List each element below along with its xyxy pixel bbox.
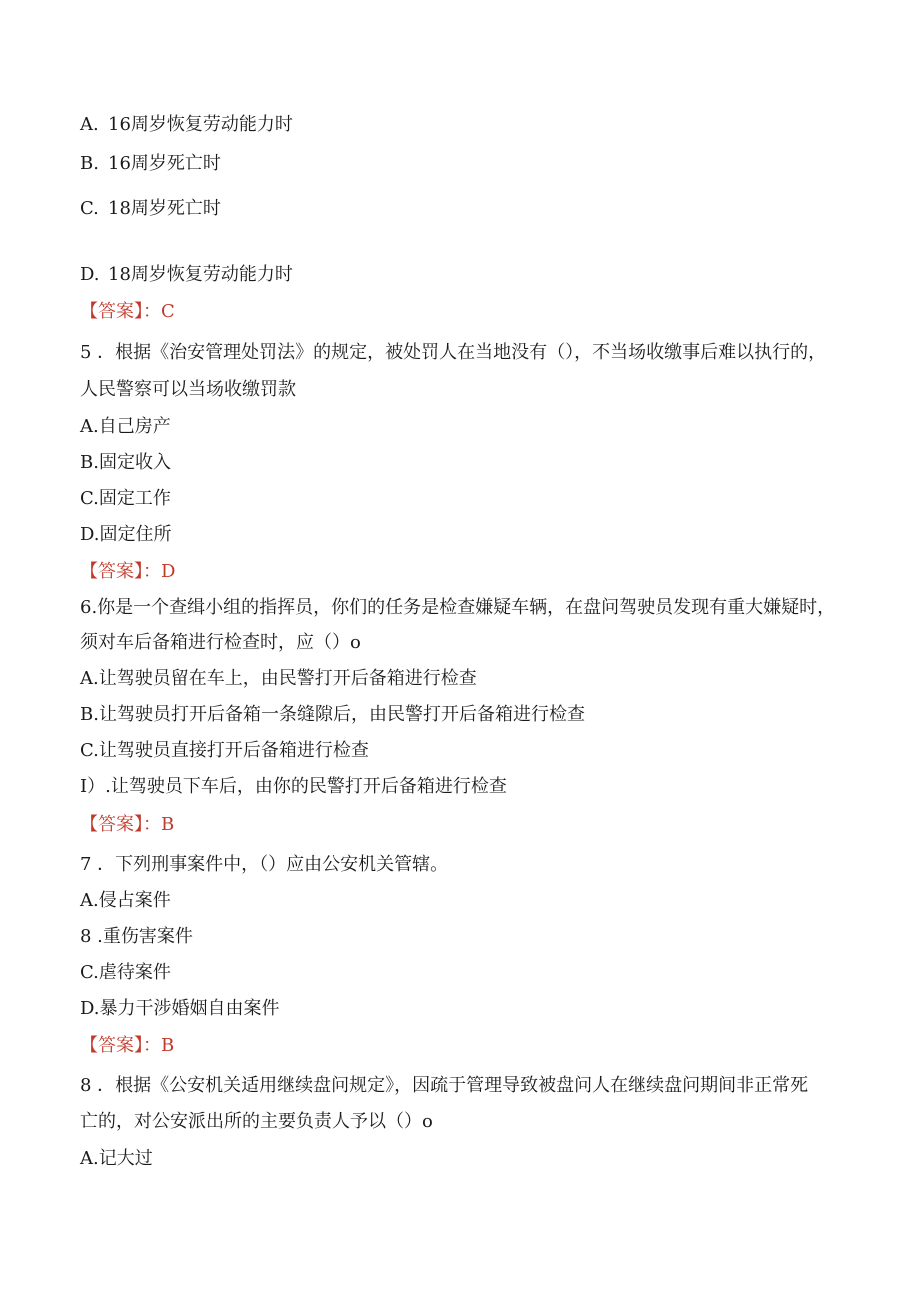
answer-label: 【答案】 bbox=[80, 301, 143, 322]
option-text: 18周岁死亡时 bbox=[108, 198, 221, 219]
question-5-line-2: 人民警察可以当场收缴罚款 bbox=[80, 379, 296, 400]
question-8-line-1: 8 ．根据《公安机关适用继续盘问规定》，因疏于管理导致被盘问人在继续盘问期间非正常死 bbox=[80, 1075, 809, 1096]
option-4d bbox=[80, 266, 293, 284]
option-text: 18周岁恢复劳动能力时 bbox=[108, 264, 293, 285]
answer-6 bbox=[80, 816, 174, 834]
option-6c: C.让驾驶员直接打开后备箱进行检查 bbox=[80, 740, 369, 761]
option-4c bbox=[80, 200, 221, 218]
answer-colon: ： bbox=[143, 1035, 161, 1056]
option-text: 16周岁恢复劳动能力时 bbox=[108, 114, 293, 135]
answer-value: C bbox=[161, 301, 175, 322]
option-letter: C. bbox=[80, 198, 99, 219]
answer-label: 【答案】 bbox=[80, 814, 143, 835]
option-7a: A.侵占案件 bbox=[80, 890, 171, 911]
answer-value: D bbox=[161, 561, 176, 582]
option-5d: D.固定住所 bbox=[80, 524, 172, 545]
answer-5 bbox=[80, 563, 175, 581]
question-6-line-2: 须对车后备箱进行检查时，应（）o bbox=[80, 632, 361, 653]
answer-colon: ： bbox=[143, 301, 161, 322]
answer-colon: ： bbox=[143, 814, 161, 835]
option-6d: I）.让驾驶员下车后，由你的民警打开后备箱进行检查 bbox=[80, 776, 507, 797]
option-7d: D.暴力干涉婚姻自由案件 bbox=[80, 998, 280, 1019]
option-letter: D. bbox=[80, 264, 100, 285]
answer-4 bbox=[80, 303, 175, 321]
option-5b: B.固定收入 bbox=[80, 452, 171, 473]
option-5a: A.自己房产 bbox=[80, 416, 171, 437]
option-text: 16周岁死亡时 bbox=[108, 153, 221, 174]
answer-label: 【答案】 bbox=[80, 561, 143, 582]
question-7-line-1: 7 ．下列刑事案件中，（）应由公安机关管辖。 bbox=[80, 854, 449, 875]
question-6-line-1: 6.你是一个查缉小组的指挥员，你们的任务是检查嫌疑车辆，在盘问驾驶员发现有重大嫌疑时， bbox=[80, 597, 836, 618]
option-5c: C.固定工作 bbox=[80, 488, 171, 509]
answer-label: 【答案】 bbox=[80, 1035, 143, 1056]
question-5-line-1: 5 ．根据《治安管理处罚法》的规定，被处罚人在当地没有（），不当场收缴事后难以执行的， bbox=[80, 342, 827, 363]
answer-7 bbox=[80, 1037, 174, 1055]
option-letter: B. bbox=[80, 153, 99, 174]
option-7b: 8 .重伤害案件 bbox=[80, 926, 193, 947]
option-7c: C.虐待案件 bbox=[80, 962, 171, 983]
option-6a: A.让驾驶员留在车上，由民警打开后备箱进行检查 bbox=[80, 668, 477, 689]
answer-colon: ： bbox=[143, 561, 161, 582]
option-4a bbox=[80, 116, 293, 134]
option-4b bbox=[80, 155, 221, 173]
option-6b: B.让驾驶员打开后备箱一条缝隙后，由民警打开后备箱进行检查 bbox=[80, 704, 585, 725]
option-letter: A. bbox=[80, 114, 99, 135]
answer-value: B bbox=[161, 814, 175, 835]
answer-value: B bbox=[161, 1035, 175, 1056]
question-8-line-2: 亡的，对公安派出所的主要负责人予以（）o bbox=[80, 1111, 433, 1132]
option-8a: A.记大过 bbox=[80, 1148, 153, 1169]
